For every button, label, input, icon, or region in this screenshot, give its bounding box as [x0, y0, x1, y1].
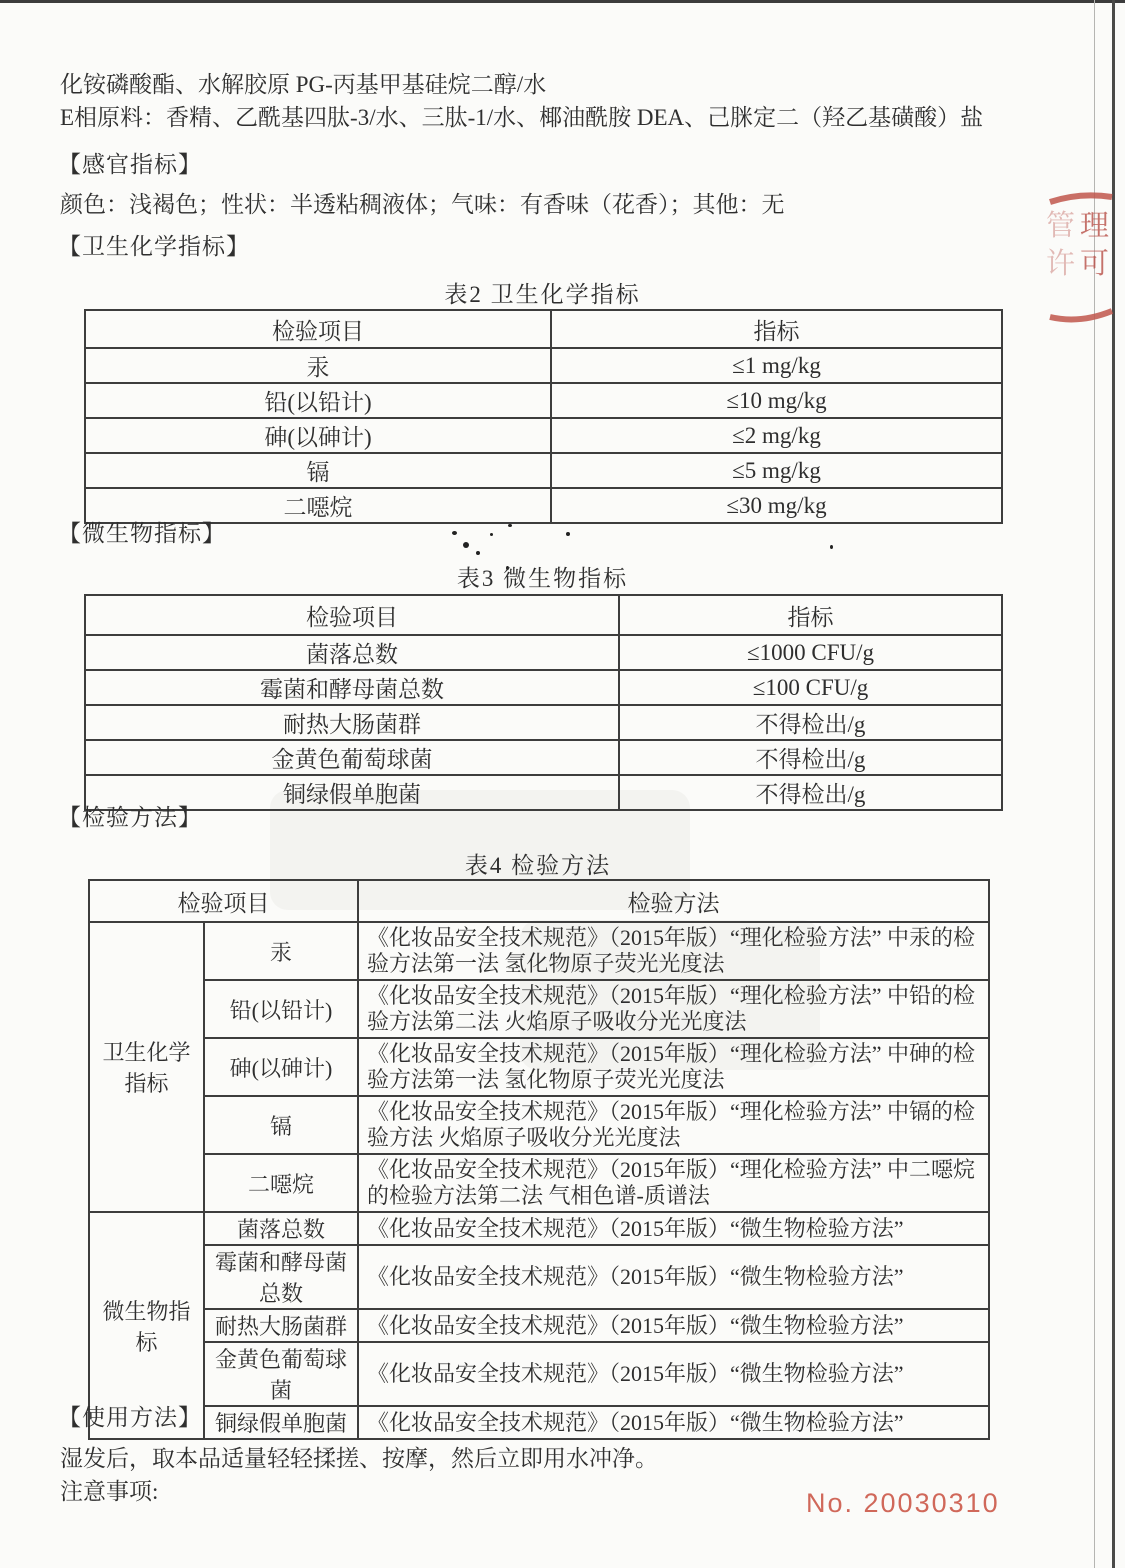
table-row: [85, 453, 1002, 488]
table3-value: ≤1000 CFU/g: [619, 635, 1002, 670]
red-approval-stamp: [1046, 186, 1114, 326]
intro-line-2: E相原料：香精、乙酰基四肽-3/水、三肽-1/水、椰油酰胺 DEA、己脒定二（羟乙基磺酸）盐: [60, 105, 984, 130]
usage-note: 注意事项:: [60, 1479, 159, 1504]
stamp-char: 可: [1080, 248, 1115, 280]
table4-method: 《化妆品安全技术规范》（2015年版）“理化检验方法” 中二噁烷的检验方法第二法 气相色谱-质谱法: [358, 1154, 989, 1212]
ink-speck: [463, 542, 469, 548]
ink-speck: [452, 531, 457, 535]
sensory-section-heading: 【感官指标】: [58, 152, 202, 177]
table4-method: 《化妆品安全技术规范》（2015年版）“理化检验方法” 中汞的检验方法第一法 氢化物原子荧光光度法: [358, 922, 989, 980]
table4-item: 铅(以铅计): [204, 980, 358, 1038]
table4-item: 镉: [204, 1096, 358, 1154]
table4-method: 《化妆品安全技术规范》（2015年版）“微生物检验方法”: [358, 1212, 989, 1245]
table-row: [89, 1342, 989, 1406]
table-row: [89, 1154, 989, 1212]
table4-method: 《化妆品安全技术规范》（2015年版）“理化检验方法” 中砷的检验方法第一法 氢化物原子荧光光度法: [358, 1038, 989, 1096]
table2-value: ≤30 mg/kg: [551, 488, 1002, 523]
table2-item: 二噁烷: [85, 488, 551, 523]
sensory-section-body: 颜色：浅褐色；性状：半透粘稠液体；气味：有香味（花香）；其他：无: [60, 192, 785, 217]
table3-item: 菌落总数: [85, 635, 619, 670]
table4-item: 砷(以砷计): [204, 1038, 358, 1096]
table4-header-method: 检验方法: [358, 880, 989, 922]
table4-item: 耐热大肠菌群: [204, 1309, 358, 1342]
ink-speck: [508, 524, 512, 527]
micro-section-heading: 【微生物指标】: [58, 521, 226, 546]
document-number: No. 20030310: [806, 1488, 1000, 1518]
table4-method: 《化妆品安全技术规范》（2015年版）“理化检验方法” 中镉的检验方法 火焰原子吸收分光光度法: [358, 1096, 989, 1154]
ink-speck: [476, 551, 480, 555]
table2-item: 镉: [85, 453, 551, 488]
table3-item: 霉菌和酵母菌总数: [85, 670, 619, 705]
table-row: [89, 1309, 989, 1342]
table2-header-indicator: 指标: [551, 310, 1002, 348]
table3-title: 表3 微生物指标: [456, 566, 629, 591]
table2-header-item: 检验项目: [85, 310, 551, 348]
table-row: [85, 418, 1002, 453]
table3-value: 不得检出/g: [619, 705, 1002, 740]
table4-method: 《化妆品安全技术规范》（2015年版）“微生物检验方法”: [358, 1309, 989, 1342]
table4-title: 表4 检验方法: [464, 853, 612, 878]
table2-value: ≤2 mg/kg: [551, 418, 1002, 453]
table4-method: 《化妆品安全技术规范》（2015年版）“微生物检验方法”: [358, 1245, 989, 1309]
table4-test-methods: [88, 879, 990, 1440]
stamp-char: 管: [1046, 210, 1081, 242]
table2-value: ≤10 mg/kg: [551, 383, 1002, 418]
table-row: [89, 1096, 989, 1154]
table3-item: 金黄色葡萄球菌: [85, 740, 619, 775]
table-row: [85, 705, 1002, 740]
usage-body: 湿发后，取本品适量轻轻揉搓、按摩，然后立即用水冲净。: [60, 1446, 658, 1471]
table-row: [89, 922, 989, 980]
ink-speck: [490, 533, 493, 536]
intro-line-1: 化铵磷酸酯、水解胶原 PG-丙基甲基硅烷二醇/水: [60, 72, 547, 97]
table4-item: 菌落总数: [204, 1212, 358, 1245]
table3-header-item: 检验项目: [85, 595, 619, 635]
table4-group-micro: 微生物指标: [89, 1212, 204, 1439]
table4-method: 《化妆品安全技术规范》（2015年版）“微生物检验方法”: [358, 1342, 989, 1406]
table-row: [85, 383, 1002, 418]
table2-item: 砷(以砷计): [85, 418, 551, 453]
table-row: [85, 348, 1002, 383]
table-row: [89, 1406, 989, 1439]
table4-method: 《化妆品安全技术规范》（2015年版）“微生物检验方法”: [358, 1406, 989, 1439]
table4-item: 金黄色葡萄球菌: [204, 1342, 358, 1406]
table4-item: 铜绿假单胞菌: [204, 1406, 358, 1439]
table3-microbiological-indicators: [84, 594, 1003, 811]
table4-item: 汞: [204, 922, 358, 980]
table2-item: 铅(以铅计): [85, 383, 551, 418]
table4-group-hygiene: 卫生化学指标: [89, 922, 204, 1212]
stamp-text-row2: [1046, 250, 1114, 279]
table2-value: ≤1 mg/kg: [551, 348, 1002, 383]
table2-value: ≤5 mg/kg: [551, 453, 1002, 488]
table3-value: ≤100 CFU/g: [619, 670, 1002, 705]
ink-speck: [566, 532, 570, 536]
table3-value: 不得检出/g: [619, 740, 1002, 775]
table-row: [89, 1212, 989, 1245]
stamp-text-row1: [1046, 212, 1114, 241]
table4-method: 《化妆品安全技术规范》（2015年版）“理化检验方法” 中铅的检验方法第二法 火焰原子吸收分光光度法: [358, 980, 989, 1038]
hygiene-section-heading: 【卫生化学指标】: [58, 234, 250, 259]
stamp-char: 理: [1080, 210, 1115, 242]
table-row: [89, 980, 989, 1038]
method-section-heading: 【检验方法】: [58, 805, 202, 830]
table4-item: 霉菌和酵母菌总数: [204, 1245, 358, 1309]
usage-section-heading: 【使用方法】: [58, 1405, 202, 1430]
table-row: [85, 775, 1002, 810]
stamp-char: 许: [1046, 248, 1081, 280]
ink-speck: [830, 545, 833, 549]
table3-value: 不得检出/g: [619, 775, 1002, 810]
table-row: [85, 740, 1002, 775]
table3-header-indicator: 指标: [619, 595, 1002, 635]
table4-header-item: 检验项目: [89, 880, 358, 922]
table-row: [85, 635, 1002, 670]
table-row: [85, 670, 1002, 705]
scan-top-edge-line: [0, 0, 1125, 3]
table2-title: 表2 卫生化学指标: [444, 282, 641, 307]
table4-item: 二噁烷: [204, 1154, 358, 1212]
table-row: [89, 1245, 989, 1309]
table3-item: 耐热大肠菌群: [85, 705, 619, 740]
table3-item: 铜绿假单胞菌: [85, 775, 619, 810]
table-row: [89, 1038, 989, 1096]
table2-hygiene-chemical-indicators: [84, 309, 1003, 524]
table2-item: 汞: [85, 348, 551, 383]
